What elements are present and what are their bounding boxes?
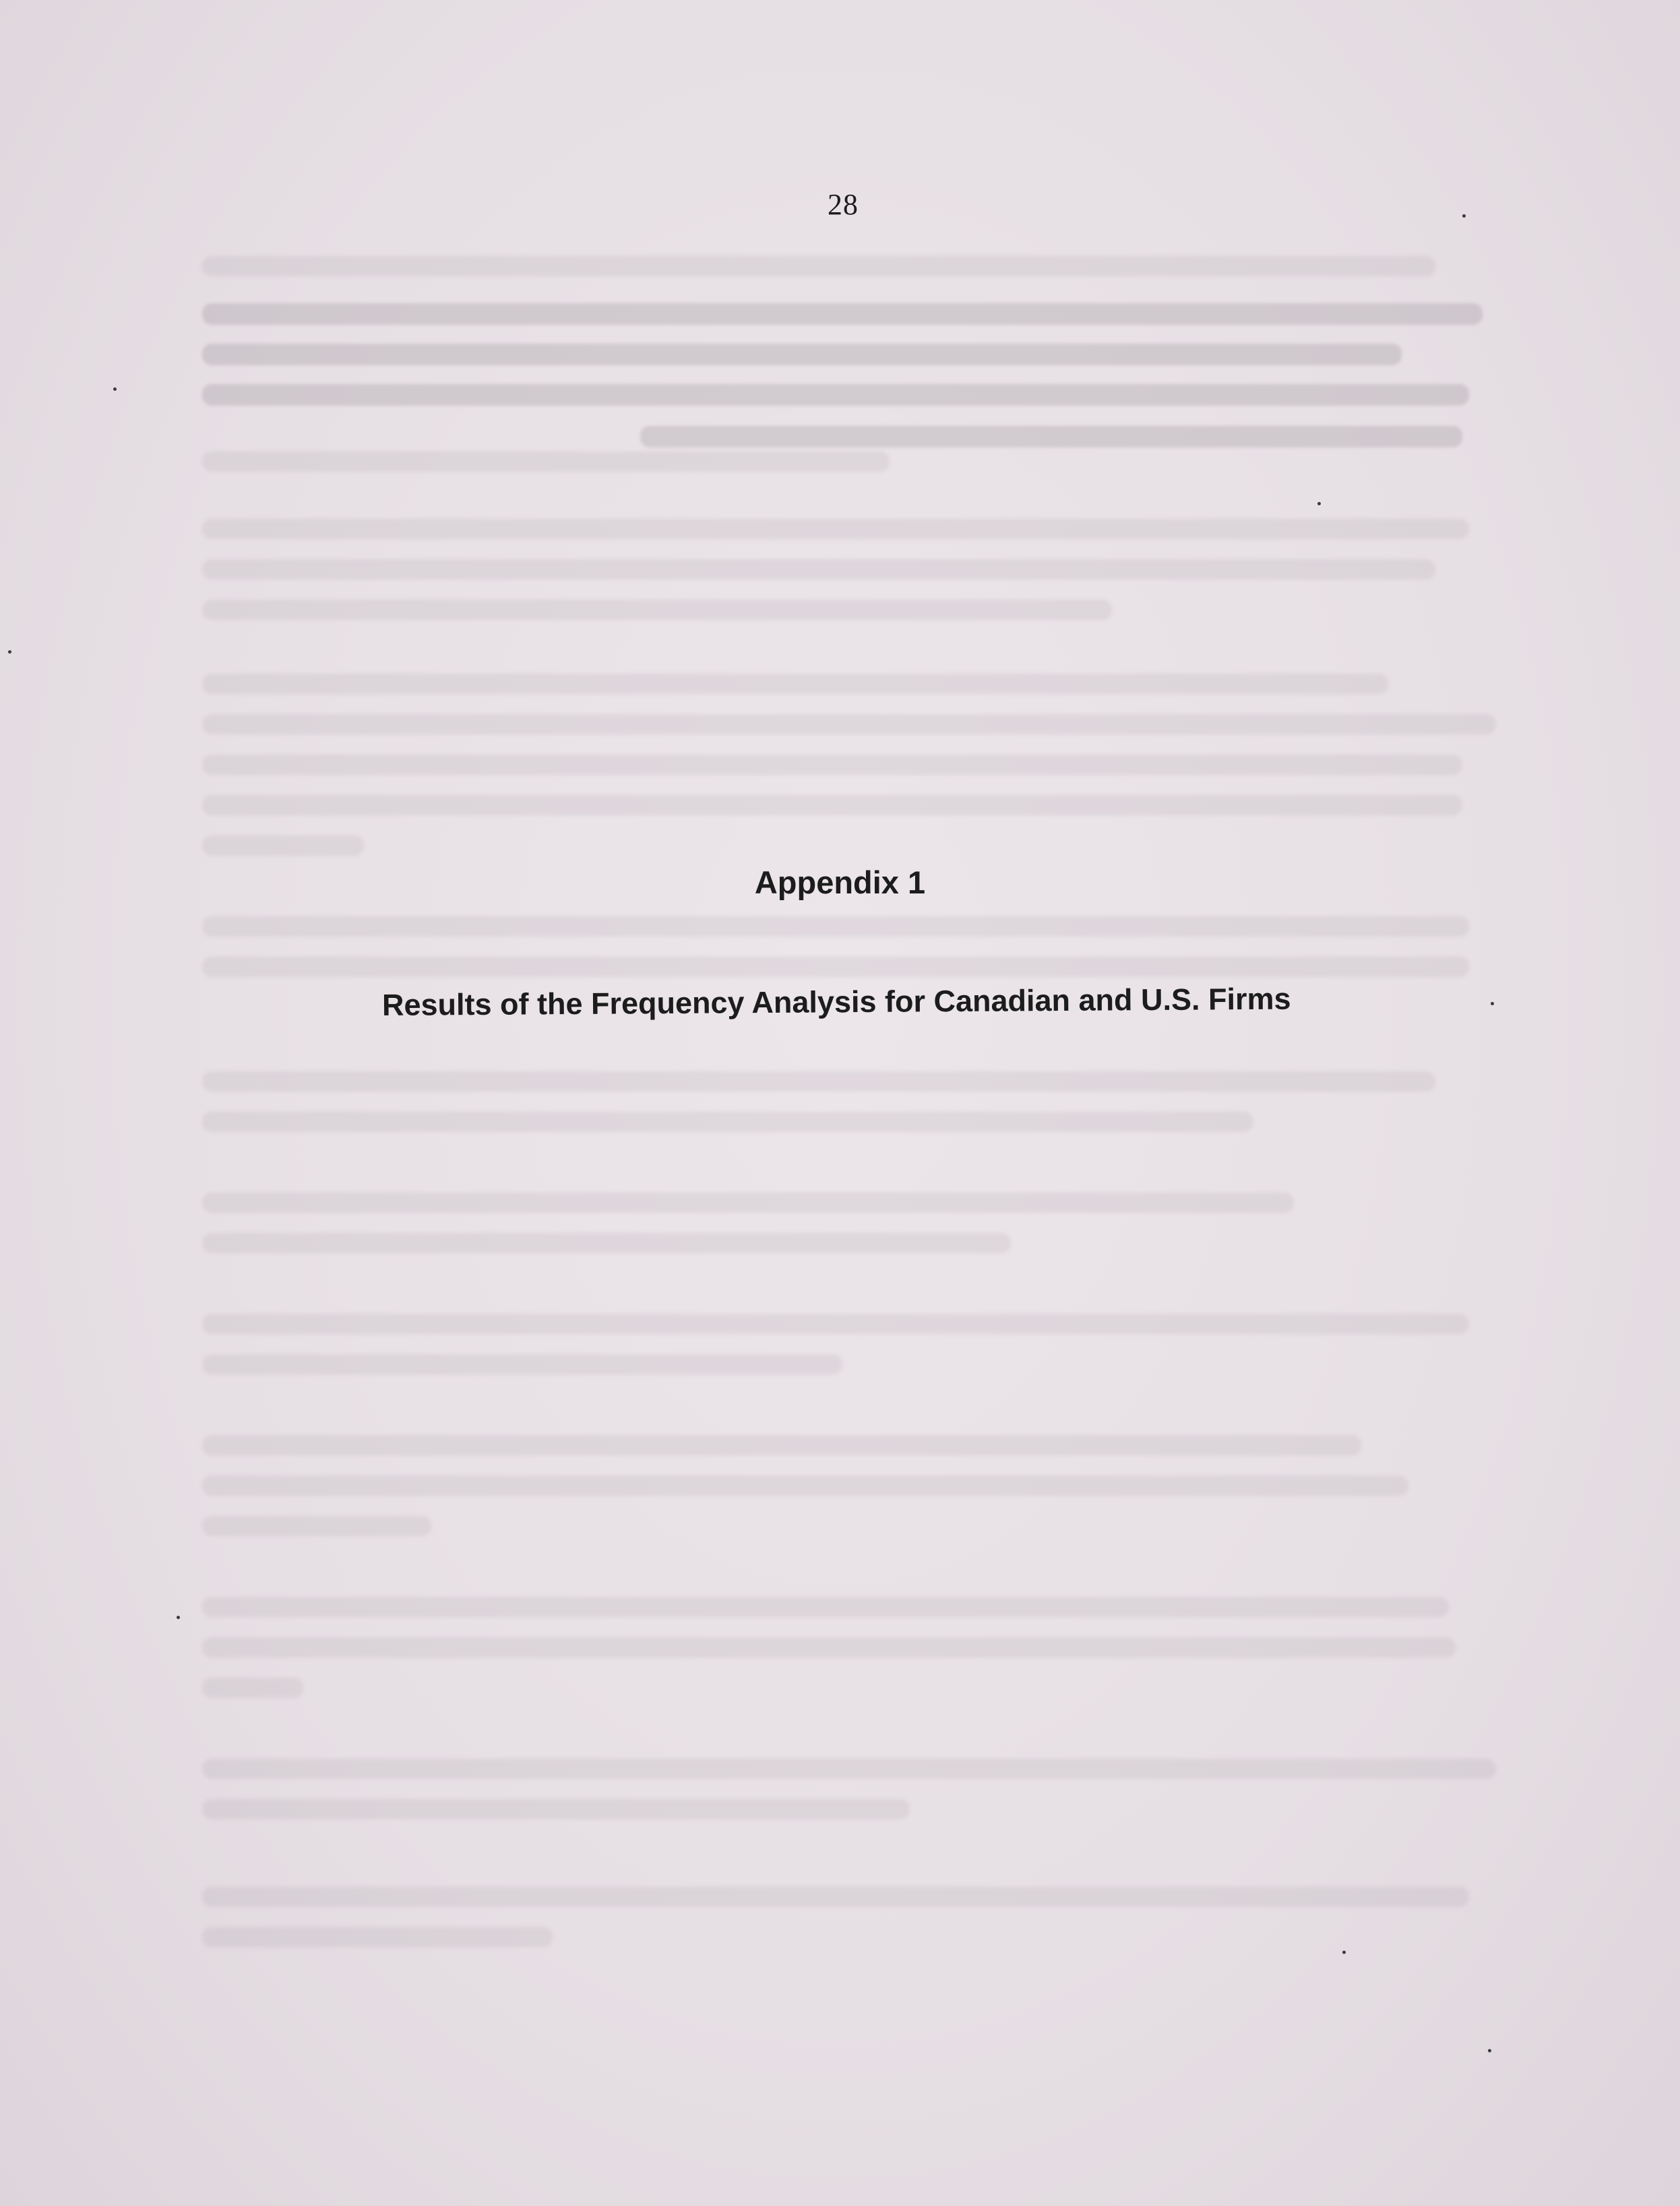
scan-speck [1488, 2049, 1491, 2052]
scan-speck [1317, 502, 1321, 505]
reverse-side-bleed-through [202, 249, 1516, 1967]
scan-speck [1462, 214, 1466, 218]
scan-speck [113, 387, 117, 391]
page-number: 28 [828, 188, 859, 221]
scan-speck [8, 650, 11, 654]
scan-speck [177, 1616, 180, 1619]
scan-speck [1342, 1951, 1346, 1954]
appendix-title: Appendix 1 [754, 864, 926, 900]
scan-speck [1491, 1002, 1494, 1005]
appendix-subtitle: Results of the Frequency Analysis for Canadian and U.S. Firms [381, 981, 1291, 1022]
